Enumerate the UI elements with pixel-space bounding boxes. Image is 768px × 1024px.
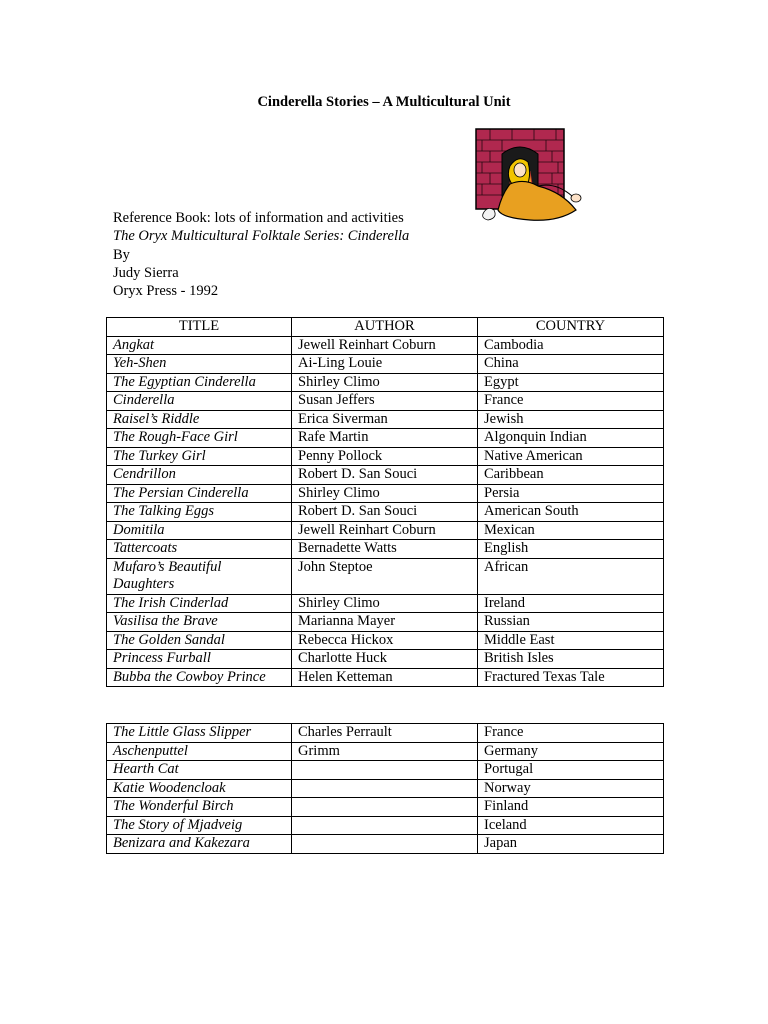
author-cell: Marianna Mayer bbox=[292, 613, 478, 632]
author-cell: Shirley Climo bbox=[292, 373, 478, 392]
story-title-cell: Vasilisa the Brave bbox=[107, 613, 292, 632]
story-title-cell: The Talking Eggs bbox=[107, 503, 292, 522]
story-title-cell: Angkat bbox=[107, 336, 292, 355]
column-header-author: AUTHOR bbox=[292, 318, 478, 337]
country-cell: Iceland bbox=[478, 816, 664, 835]
country-cell: France bbox=[478, 392, 664, 411]
author-cell: Helen Ketteman bbox=[292, 668, 478, 687]
reference-series-title: The Oryx Multicultural Folktale Series: Cinderella bbox=[113, 228, 410, 245]
author-cell: Robert D. San Souci bbox=[292, 466, 478, 485]
country-cell: Cambodia bbox=[478, 336, 664, 355]
country-cell: Caribbean bbox=[478, 466, 664, 485]
table-row bbox=[107, 779, 664, 798]
country-cell: Norway bbox=[478, 779, 664, 798]
author-cell: Erica Siverman bbox=[292, 410, 478, 429]
story-title-cell: The Persian Cinderella bbox=[107, 484, 292, 503]
stories-table bbox=[106, 317, 664, 687]
author-cell: Charles Perrault bbox=[292, 724, 478, 743]
author-cell bbox=[292, 779, 478, 798]
additional-stories-table-body bbox=[107, 724, 664, 854]
country-cell: France bbox=[478, 724, 664, 743]
country-cell: Egypt bbox=[478, 373, 664, 392]
table-row bbox=[107, 798, 664, 817]
author-cell: Charlotte Huck bbox=[292, 650, 478, 669]
country-cell: Mexican bbox=[478, 521, 664, 540]
country-cell: Finland bbox=[478, 798, 664, 817]
reference-publisher: Oryx Press - 1992 bbox=[113, 283, 219, 300]
story-title-cell: Bubba the Cowboy Prince bbox=[107, 668, 292, 687]
author-cell: Jewell Reinhart Coburn bbox=[292, 336, 478, 355]
country-cell: Fractured Texas Tale bbox=[478, 668, 664, 687]
story-title-cell: Cinderella bbox=[107, 392, 292, 411]
table-row bbox=[107, 761, 664, 780]
story-title-cell: The Irish Cinderlad bbox=[107, 594, 292, 613]
author-cell: Shirley Climo bbox=[292, 484, 478, 503]
table-row bbox=[107, 466, 664, 485]
table-row bbox=[107, 558, 664, 594]
author-cell: Rebecca Hickox bbox=[292, 631, 478, 650]
table-row bbox=[107, 373, 664, 392]
table-row bbox=[107, 540, 664, 559]
author-cell: Ai-Ling Louie bbox=[292, 355, 478, 374]
story-title-cell: The Golden Sandal bbox=[107, 631, 292, 650]
author-cell bbox=[292, 816, 478, 835]
author-cell: Jewell Reinhart Coburn bbox=[292, 521, 478, 540]
author-cell bbox=[292, 835, 478, 854]
table-row bbox=[107, 724, 664, 743]
table-row bbox=[107, 484, 664, 503]
country-cell: African bbox=[478, 558, 664, 594]
story-title-cell: Katie Woodencloak bbox=[107, 779, 292, 798]
country-cell: Ireland bbox=[478, 594, 664, 613]
story-title-cell: Hearth Cat bbox=[107, 761, 292, 780]
story-title-cell: The Little Glass Slipper bbox=[107, 724, 292, 743]
author-cell: Susan Jeffers bbox=[292, 392, 478, 411]
author-cell: Robert D. San Souci bbox=[292, 503, 478, 522]
cinderella-fireplace-clipart bbox=[472, 126, 590, 224]
author-cell bbox=[292, 761, 478, 780]
reference-author: Judy Sierra bbox=[113, 264, 179, 281]
country-cell: China bbox=[478, 355, 664, 374]
table-row bbox=[107, 503, 664, 522]
column-header-title: TITLE bbox=[107, 318, 292, 337]
country-cell: Native American bbox=[478, 447, 664, 466]
story-title-cell: Mufaro’s Beautiful Daughters bbox=[107, 558, 292, 594]
story-title-cell: Benizara and Kakezara bbox=[107, 835, 292, 854]
author-cell: Penny Pollock bbox=[292, 447, 478, 466]
country-cell: Jewish bbox=[478, 410, 664, 429]
author-cell: Shirley Climo bbox=[292, 594, 478, 613]
country-cell: Algonquin Indian bbox=[478, 429, 664, 448]
reference-by: By bbox=[113, 246, 130, 263]
table-row bbox=[107, 336, 664, 355]
author-cell: John Steptoe bbox=[292, 558, 478, 594]
table-row bbox=[107, 816, 664, 835]
author-cell: Grimm bbox=[292, 742, 478, 761]
table-row bbox=[107, 631, 664, 650]
table-row bbox=[107, 521, 664, 540]
story-title-cell: The Wonderful Birch bbox=[107, 798, 292, 817]
story-title-cell: Cendrillon bbox=[107, 466, 292, 485]
story-title-cell: Domitila bbox=[107, 521, 292, 540]
reference-label: Reference Book: lots of information and activities bbox=[113, 210, 404, 226]
country-cell: American South bbox=[478, 503, 664, 522]
author-cell: Rafe Martin bbox=[292, 429, 478, 448]
country-cell: Japan bbox=[478, 835, 664, 854]
table-row bbox=[107, 742, 664, 761]
story-title-cell: Yeh-Shen bbox=[107, 355, 292, 374]
table-header-row bbox=[107, 318, 664, 337]
reference-book-info bbox=[113, 209, 409, 300]
story-title-cell: The Story of Mjadveig bbox=[107, 816, 292, 835]
table-row bbox=[107, 835, 664, 854]
story-title-cell: The Rough-Face Girl bbox=[107, 429, 292, 448]
country-cell: English bbox=[478, 540, 664, 559]
author-cell bbox=[292, 798, 478, 817]
table-row bbox=[107, 650, 664, 669]
table-row bbox=[107, 429, 664, 448]
story-title-cell: Raisel’s Riddle bbox=[107, 410, 292, 429]
story-title-cell: The Egyptian Cinderella bbox=[107, 373, 292, 392]
table-row bbox=[107, 447, 664, 466]
country-cell: Persia bbox=[478, 484, 664, 503]
table-row bbox=[107, 355, 664, 374]
story-title-cell: The Turkey Girl bbox=[107, 447, 292, 466]
table-row bbox=[107, 410, 664, 429]
table-row bbox=[107, 613, 664, 632]
country-cell: Russian bbox=[478, 613, 664, 632]
column-header-country: COUNTRY bbox=[478, 318, 664, 337]
table-row bbox=[107, 392, 664, 411]
table-row bbox=[107, 594, 664, 613]
additional-stories-table bbox=[106, 723, 664, 854]
page-title: Cinderella Stories – A Multicultural Unit bbox=[257, 94, 511, 110]
country-cell: Portugal bbox=[478, 761, 664, 780]
author-cell: Bernadette Watts bbox=[292, 540, 478, 559]
story-title-cell: Tattercoats bbox=[107, 540, 292, 559]
country-cell: Middle East bbox=[478, 631, 664, 650]
table-row bbox=[107, 668, 664, 687]
country-cell: Germany bbox=[478, 742, 664, 761]
country-cell: British Isles bbox=[478, 650, 664, 669]
stories-table-body bbox=[107, 336, 664, 687]
story-title-cell: Aschenputtel bbox=[107, 742, 292, 761]
story-title-cell: Princess Furball bbox=[107, 650, 292, 669]
